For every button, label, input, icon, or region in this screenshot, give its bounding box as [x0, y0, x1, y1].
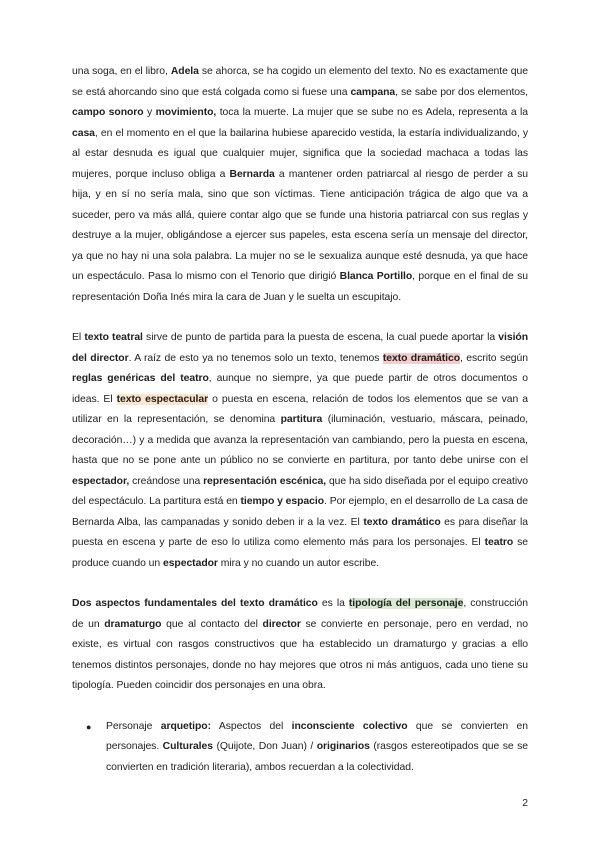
bold-term: campo sonoro — [72, 107, 144, 118]
text-run: (iluminación, vestuario, máscara, peinado, decoración…) y a medida que avanza la representación van cambiando, pero la puesta en escena, hasta que no se pone ante un público no se convierte en partitura, por tanto debe unirse con el — [72, 414, 529, 466]
bold-term: arquetipo: — [160, 720, 212, 732]
paragraph-texto-teatral — [72, 328, 528, 574]
text-run: Aspectos del — [211, 720, 292, 732]
bold-term: visión del director — [72, 332, 529, 364]
bold-term: Blanca Portillo — [339, 271, 413, 282]
text-run: se convierte en personaje, pero en verdad, no existe, es virtual con rasgos constructivos que ha establecido un dramaturgo y gracias a ello tenemos distintos personajes, donde no hay mejores que otros ni más antiguos, cada uno tiene su tipología. Pueden coincidir dos personajes en una obra. — [72, 618, 528, 691]
text-run: es la — [317, 598, 349, 609]
paragraph-aspectos-fundamentales — [72, 594, 528, 697]
bullet-text — [106, 721, 528, 773]
text-run: , se sabe por dos elementos, — [395, 86, 528, 98]
text-run: creándose una — [129, 475, 204, 487]
text-run: que ha sido diseñada por el equipo creativo del espectáculo. La partitura está en — [72, 475, 529, 507]
text-run: , porque en el final de su representación Doña Inés mira la cara de Juan y le suelta un escupitajo. — [72, 271, 528, 303]
bold-term: Adela — [170, 66, 199, 77]
bold-term: inconsciente colectivo — [291, 720, 408, 732]
bold-term: reglas genéricas del teatro — [72, 373, 209, 384]
page-number: 2 — [522, 798, 528, 809]
text-run: El — [72, 332, 85, 343]
highlighted-term: texto dramático — [382, 352, 461, 364]
bold-term: campana — [350, 86, 396, 98]
text-run: mira y no cuando un autor escribe. — [217, 557, 380, 569]
bold-term: espectador, — [72, 475, 130, 487]
text-run: (Quijote, Don Juan) / — [212, 741, 317, 752]
text-run: que se convierten en personajes. — [106, 720, 528, 752]
text-run: , aunque no siempre, ya que puede partir de otros documentos o ideas. El — [72, 373, 528, 405]
highlighted-term: texto espectacular — [116, 393, 209, 405]
text-run: a mantener orden patriarcal al riesgo de perder a su hija, y en sí no sería mala, sino que son víctimas. Tiene anticipación trágica de algo que va a suceder, pero va más allá, quiere contar algo que se funde una historia patriarcal con sus reglas y destruye a la mujer, obligándose a ejercer sus papeles, esta escena sería un mensaje del director, ya que no hay ni una sola palabra. La mujer no se le sexualiza aunque esté desnuda, ya que hace un espectáculo. Pasa lo mismo con el Tenorio que dirigió — [72, 168, 528, 282]
text-run: Personaje — [106, 720, 161, 732]
text-run: y — [143, 107, 156, 118]
text-run: sirve de punto de partida para la puesta de escena, la cual puede aportar la — [142, 332, 499, 343]
bold-term: partitura — [280, 414, 323, 425]
bold-term: representación escénica, — [203, 475, 327, 487]
bold-term: espectador — [162, 557, 218, 569]
bold-term: tiempo y espacio — [240, 496, 325, 507]
highlighted-term: tipología del personaje — [348, 598, 464, 609]
bullet-list — [72, 717, 528, 779]
text-run: , escrito según — [460, 352, 528, 364]
bold-term: Dos aspectos fundamentales del texto dramático — [72, 598, 318, 609]
text-run: es para diseñar la puesta en escena y parte de eso lo utiliza como elemento más para los personajes. El — [72, 516, 528, 548]
bullet-dot-icon: ● — [86, 721, 92, 732]
bold-term: Culturales — [162, 741, 213, 752]
text-run: , en el momento en el que la bailarina hubiese aparecido vestida, la estaría individualizando, y al estar desnuda es igual que cualquier mujer, significa que la sociedad machaca a todas las mujeres, porque incluso obliga a — [72, 127, 528, 180]
text-run: , construcción de un — [72, 598, 529, 630]
text-run: se produce cuando un — [72, 537, 528, 569]
text-run: se ahorca, se ha cogido un elemento del texto. No es exactamente que se está ahorcando sino que está colgada como si fuese una — [72, 66, 528, 98]
bold-term: movimiento, — [155, 107, 217, 118]
text-run: que al contacto del — [161, 618, 263, 630]
bold-term: originarios — [316, 741, 370, 752]
bold-term: casa — [72, 127, 95, 139]
text-run: o puesta en escena, relación de todos los elementos que se van a utilizar en la representación, se denomina — [72, 393, 528, 425]
bold-term: director — [262, 618, 301, 630]
text-run: toca la muerte. La mujer que se sube no es Adela, representa a la — [216, 107, 528, 118]
text-run: una soga, en el libro, — [72, 66, 171, 77]
text-run: (rasgos estereotipados que se se convierten en tradición literaria), ambos recuerdan a la colectividad. — [106, 741, 528, 773]
bold-term: Bernarda — [229, 168, 275, 180]
text-run: . Por ejemplo, en el desarrollo de La casa de Bernarda Alba, las campanadas y sonido deben ir a la vez. El — [72, 496, 528, 528]
bold-term: dramaturgo — [104, 618, 162, 630]
bold-term: teatro — [484, 537, 514, 548]
bold-term: texto teatral — [84, 332, 143, 343]
text-run: . A raíz de esto ya no tenemos solo un texto, tenemos — [128, 352, 383, 364]
document-page — [72, 62, 528, 778]
bold-term: texto dramático — [363, 516, 441, 528]
bullet-item-arquetipo — [72, 717, 528, 779]
paragraph-adela-scene — [72, 62, 528, 308]
